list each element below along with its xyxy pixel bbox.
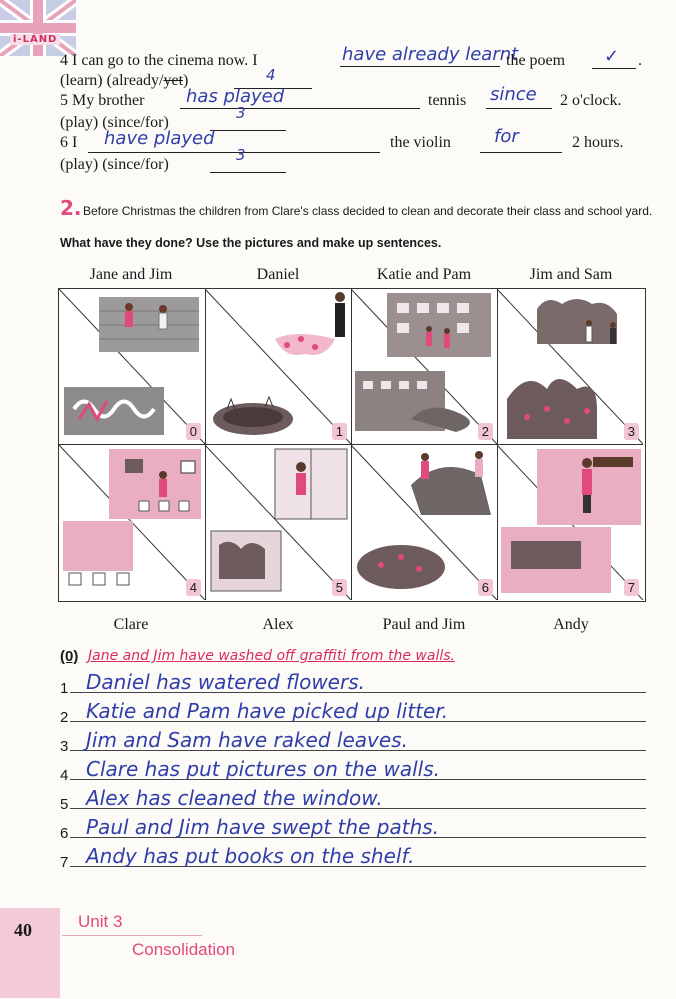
ex1-row5-choice-blank[interactable] — [210, 112, 286, 131]
unit-label: Unit 3 — [78, 912, 123, 931]
answer-num-2: 2 — [60, 709, 69, 726]
picture-grid — [58, 288, 646, 602]
answer-num-4: 4 — [60, 767, 69, 784]
exercise2-question: What have they done? Use the pictures and make up sentences. — [60, 236, 442, 250]
ex1-row4-period: . — [638, 52, 642, 69]
ex1-row4-post: the poem — [506, 52, 566, 69]
ex1-row4-choice-answer: 4 — [266, 66, 276, 84]
answer-text-1: Daniel has watered flowers. — [86, 670, 365, 694]
ex1-row4-adverb-answer: ✓ — [604, 46, 620, 67]
cleaning-window-illustration — [205, 445, 351, 600]
answer-text-5: Alex has cleaned the window. — [86, 786, 383, 810]
section-label: Consolidation — [132, 940, 236, 959]
answer-text-7: Andy has put books on the shelf. — [86, 844, 415, 868]
picture-cell-7 — [497, 445, 643, 600]
top-name-0: Jane and Jim — [89, 266, 173, 283]
bottom-name-1: Alex — [262, 616, 294, 633]
ex1-row5-choice-answer: 3 — [236, 104, 246, 122]
exercise2-instruction: Before Christmas the children from Clare's class decided to clean and decorate their class and school yard. — [83, 204, 653, 218]
pictures-on-walls-illustration — [59, 445, 205, 600]
bottom-name-3: Andy — [553, 616, 589, 633]
graffiti-wall-illustration — [59, 289, 205, 444]
example-label: (0) — [60, 648, 79, 665]
picture-number-7: 7 — [624, 579, 639, 596]
ex1-row6-post: 2 hours. — [572, 134, 624, 151]
ex1-row6-adverb-blank[interactable] — [480, 132, 562, 153]
ex1-row5-mid: tennis — [428, 92, 467, 109]
books-on-shelf-illustration — [497, 445, 643, 600]
picture-number-6: 6 — [478, 579, 493, 596]
answer-text-4: Clare has put pictures on the walls. — [86, 757, 440, 781]
answer-num-7: 7 — [60, 854, 69, 871]
picture-cell-4 — [59, 445, 206, 600]
ex1-row6-pre: 6 I — [60, 134, 78, 151]
ex1-row4-hint-post: ) — [183, 72, 189, 89]
raking-leaves-illustration — [497, 289, 643, 444]
picture-cell-3 — [497, 289, 643, 445]
answer-text-6: Paul and Jim have swept the paths. — [86, 815, 440, 839]
ex1-row6-adverb-answer: for — [494, 126, 519, 147]
picking-up-litter-illustration — [351, 289, 497, 444]
answer-num-6: 6 — [60, 825, 69, 842]
exercise2-number: 2. — [60, 196, 82, 220]
bottom-name-0: Clare — [113, 616, 149, 633]
ex1-row6-hint: (play) (since/for) — [60, 156, 169, 173]
ex1-row6-choice-answer: 3 — [236, 146, 246, 164]
logo-text: i-LAND — [10, 34, 60, 45]
sweeping-paths-illustration — [351, 445, 497, 600]
ex1-row6-verb-answer: have played — [104, 128, 215, 149]
answer-num-3: 3 — [60, 738, 69, 755]
picture-number-4: 4 — [186, 579, 201, 596]
answer-text-2: Katie and Pam have picked up litter. — [86, 699, 449, 723]
ex1-row4-hint-pre: (learn) (already/ — [60, 72, 164, 89]
page-number: 40 — [14, 920, 32, 940]
top-name-1: Daniel — [256, 266, 300, 283]
answer-text-3: Jim and Sam have raked leaves. — [86, 728, 408, 752]
ex1-row5-hint: (play) (since/for) — [60, 114, 169, 131]
ex1-row5-post: 2 o'clock. — [560, 92, 622, 109]
watering-flowers-illustration — [205, 289, 351, 444]
top-name-2: Katie and Pam — [376, 266, 472, 283]
picture-number-2: 2 — [478, 423, 493, 440]
picture-cell-0 — [59, 289, 206, 445]
footer-divider — [62, 935, 202, 936]
answer-num-5: 5 — [60, 796, 69, 813]
ex1-row4-verb-answer: have already learnt — [342, 44, 519, 65]
picture-number-3: 3 — [624, 423, 639, 440]
top-name-3: Jim and Sam — [529, 266, 613, 283]
ex1-row4-hint-struck: yet — [163, 72, 184, 89]
ex1-row6-choice-blank[interactable] — [210, 154, 286, 173]
logo-flag — [0, 0, 76, 56]
picture-number-0: 0 — [186, 423, 201, 440]
picture-cell-6 — [351, 445, 498, 600]
bottom-name-2: Paul and Jim — [382, 616, 466, 633]
ex1-row5-adverb-answer: since — [490, 84, 537, 105]
picture-cell-5 — [205, 445, 352, 600]
picture-cell-2 — [351, 289, 498, 445]
answer-num-1: 1 — [60, 680, 69, 697]
example-sentence: Jane and Jim have washed off graffiti from the walls. — [88, 648, 455, 664]
ex1-row4-pre: 4 I can go to the cinema now. I — [60, 52, 258, 69]
picture-number-1: 1 — [332, 423, 347, 440]
ex1-row5-pre: 5 My brother — [60, 92, 145, 109]
ex1-row4-hint — [60, 72, 188, 90]
ex1-row5-verb-answer: has played — [186, 86, 285, 107]
picture-number-5: 5 — [332, 579, 347, 596]
picture-cell-1 — [205, 289, 352, 445]
ex1-row6-mid: the violin — [390, 134, 451, 151]
